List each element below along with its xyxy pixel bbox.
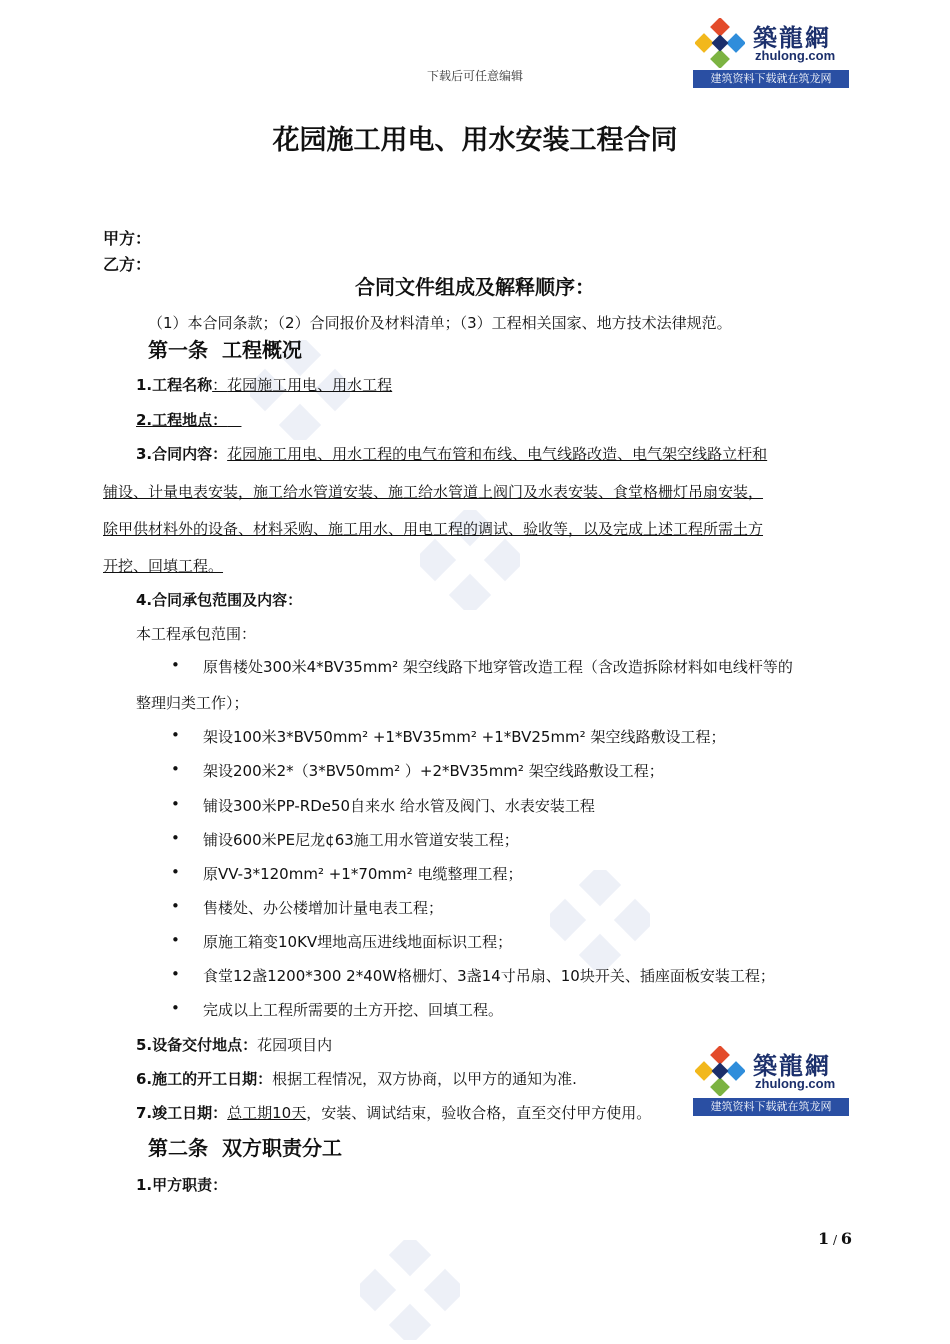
item-label: 4.合同承包范围及内容：: [136, 591, 303, 609]
contract-content-line: 花园施工用电、用水工程的电气布管和布线、电气线路改造、电气架空线路立杆和: [227, 445, 768, 463]
contract-content-line: 铺设、计量电表安装，施工给水管道安装、施工给水管道上阀门及水表安装、食堂格栅灯吊扇安装，: [103, 483, 764, 501]
scope-bullet-item: 架设100米3*BV50mm² +1*BV35mm² +1*BV25mm² 架空线路敷设工程；: [203, 728, 726, 746]
item-project-location: [136, 409, 241, 430]
watermark-logo-icon: [550, 870, 650, 970]
scope-bullet-item: 完成以上工程所需要的土方开挖、回填工程。: [203, 1001, 504, 1019]
scope-bullet-item: 铺设600米PE尼龙¢63施工用水管道安装工程；: [203, 831, 519, 849]
item-contract-content-line1: [136, 443, 767, 464]
page-current: 1: [818, 1229, 830, 1248]
item-label: 1.工程名称: [136, 376, 213, 394]
bullet-mark: •: [171, 829, 180, 847]
party-a-label: 甲方：: [103, 229, 152, 248]
bullet-mark: •: [171, 656, 180, 674]
scope-intro: 本工程承包范围：: [136, 625, 257, 643]
scope-bullet-item: 原VV-3*120mm² +1*70mm² 电缆整理工程；: [203, 865, 523, 883]
logo-domain: zhulong.com: [755, 1076, 836, 1091]
article-1-heading: [148, 334, 302, 363]
project-name-value: 花园施工用电、用水工程: [227, 376, 393, 394]
item-start-date: [136, 1068, 577, 1089]
party-b-label: 乙方：: [103, 255, 152, 274]
logo-domain: zhulong.com: [755, 48, 836, 63]
zhulong-mark-icon: [695, 18, 745, 68]
section-subtitle: 合同文件组成及解释顺序：: [355, 275, 595, 299]
contract-content-line: 开挖、回填工程。: [103, 557, 224, 575]
page-number: [818, 1229, 852, 1248]
item-label: 1.甲方职责：: [136, 1176, 228, 1194]
logo-slogan: 建筑资料下载就在筑龙网: [693, 70, 849, 88]
bullet-mark: •: [171, 863, 180, 881]
bullet-mark: •: [171, 795, 180, 813]
item-party-a-duties: [136, 1174, 227, 1195]
completion-duration: 总工期10天: [227, 1104, 307, 1122]
delivery-location-value: 花园项目内: [257, 1036, 333, 1054]
completion-date-value: ，安装、调试结束，验收合格，直至交付甲方使用。: [306, 1104, 652, 1122]
zhulong-logo: [693, 12, 849, 88]
bullet-mark: •: [171, 726, 180, 744]
bullet-mark: •: [171, 897, 180, 915]
location-value: [227, 411, 241, 429]
scope-bullet-item: 铺设300米PP-RDe50自来水 给水管及阀门、水表安装工程: [203, 797, 595, 815]
page-total: 6: [840, 1229, 852, 1248]
zhulong-logo: [693, 1040, 849, 1116]
item-completion-date: [136, 1102, 651, 1123]
logo-slogan: 建筑资料下载就在筑龙网: [693, 1098, 849, 1116]
item-delivery-location: [136, 1034, 332, 1055]
scope-bullet-item: 售楼处、办公楼增加计量电表工程；: [203, 899, 444, 917]
bullet-mark: •: [171, 999, 180, 1017]
article-2-heading: [148, 1132, 342, 1161]
article-1-number: 第一条: [148, 338, 208, 362]
start-date-value: 根据工程情况，双方协商，以甲方的通知为准.: [272, 1070, 577, 1088]
item-label: 7.竣工日期：: [136, 1104, 228, 1122]
item-label: 6.施工的开工日期：: [136, 1070, 273, 1088]
contract-content-line: 除甲供材料外的设备、材料采购、施工用水、用电工程的调试、验收等，以及完成上述工程所需土方: [103, 520, 764, 538]
item-project-name: [136, 374, 392, 395]
scope-bullet-item: 架设200米2*（3*BV50mm² ）+2*BV35mm² 架空线路敷设工程；: [203, 762, 664, 780]
scope-bullet-item: 原售楼处300米4*BV35mm² 架空线路下地穿管改造工程（含改造拆除材料如电线杆等的: [203, 658, 793, 676]
item-label: 2.工程地点：: [136, 411, 228, 429]
item-label: 3.合同内容：: [136, 445, 228, 463]
article-2-number: 第二条: [148, 1136, 208, 1160]
watermark-logo-icon: [360, 1240, 460, 1340]
scope-bullet-item: 原施工箱变10KV埋地高压进线地面标识工程；: [203, 933, 513, 951]
page-separator: /: [829, 1233, 841, 1247]
bullet-mark: •: [171, 965, 180, 983]
item-colon: ：: [212, 376, 228, 394]
header-note: 下载后可任意编辑: [426, 69, 523, 83]
logo-name: 築龍網: [753, 23, 831, 52]
item-scope: [136, 589, 302, 610]
article-2-title: 双方职责分工: [222, 1136, 342, 1160]
bullet-mark: •: [171, 931, 180, 949]
item-label: 5.设备交付地点：: [136, 1036, 258, 1054]
scope-bullet-continuation: 整理归类工作）；: [136, 694, 249, 712]
article-1-title: 工程概况: [222, 338, 302, 362]
bullet-mark: •: [171, 760, 180, 778]
scope-bullet-item: 食堂12盏1200*300 2*40W格栅灯、3盏14寸吊扇、10块开关、插座面板安装工程；: [203, 967, 775, 985]
logo-name: 築龍網: [753, 1051, 831, 1080]
zhulong-mark-icon: [695, 1046, 745, 1096]
document-title: 花园施工用电、用水安装工程合同: [272, 125, 678, 156]
document-order-text: （1）本合同条款；（2）合同报价及材料清单；（3）工程相关国家、地方技术法律规范。: [148, 314, 732, 332]
